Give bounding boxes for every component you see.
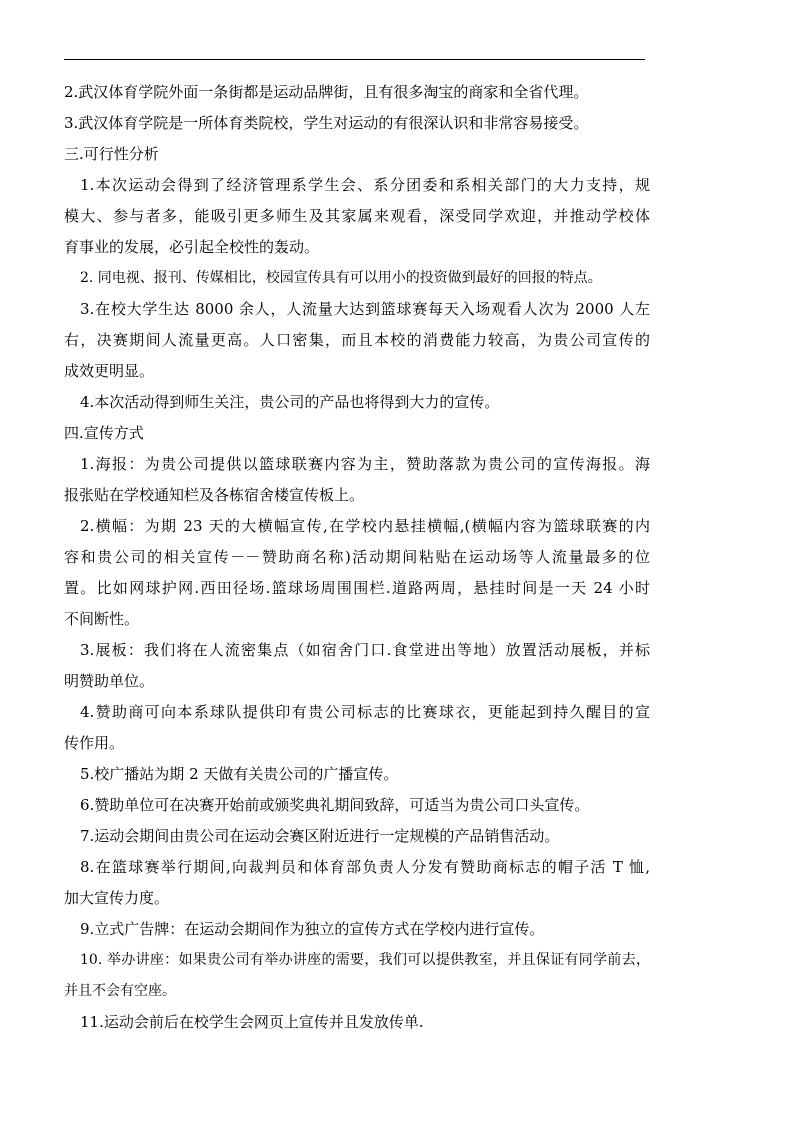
promotion-item-2-line-2: 容和贵公司的相关宣传－－赞助商名称)活动期间粘贴在运动场等人流量最多的位 bbox=[64, 548, 650, 566]
promotion-item-8-line-2: 加大宣传力度。 bbox=[64, 889, 170, 907]
promotion-item-9: 9.立式广告牌：在运动会期间作为独立的宣传方式在学校内进行宣传。 bbox=[80, 920, 545, 938]
promotion-item-11: 11.运动会前后在校学生会网页上宣传并且发放传单. bbox=[80, 1013, 424, 1031]
promotion-item-10-line-2: 并且不会有空座。 bbox=[64, 983, 176, 999]
promotion-item-10-line-1: 10. 举办讲座：如果贵公司有举办讲座的需要，我们可以提供教室，并且保证有同学前去， bbox=[80, 952, 650, 968]
paragraph-sports-college: 3.武汉体育学院是一所体育类院校，学生对运动的有很深认识和非常容易接受。 bbox=[64, 114, 589, 132]
feasibility-item-4: 4.本次活动得到师生关注，贵公司的产品也将得到大力的宣传。 bbox=[80, 393, 500, 411]
promotion-item-1-line-1: 1.海报：为贵公司提供以篮球联赛内容为主，赞助落款为贵公司的宣传海报。海 bbox=[80, 455, 650, 473]
feasibility-item-3-line-1: 3.在校大学生达 8000 余人，人流量大达到篮球赛每天入场观看人次为 2000 人左 bbox=[80, 300, 650, 318]
feasibility-item-1-line-3: 育事业的发展，必引起全校性的轰动。 bbox=[64, 238, 320, 256]
feasibility-item-3-line-2: 右，决赛期间人流量更高。人口密集，而且本校的消费能力较高，为贵公司宣传的 bbox=[64, 331, 650, 349]
promotion-item-8-line-1: 8.在篮球赛举行期间,向裁判员和体育部负责人分发有赞助商标志的帽子活 T 恤, bbox=[80, 858, 650, 876]
document-body bbox=[64, 77, 650, 1038]
promotion-item-1-line-2: 报张贴在学校通知栏及各栋宿舍楼宣传板上。 bbox=[64, 486, 365, 504]
promotion-item-2-line-3: 置。比如网球护网.西田径场.篮球场周围围栏.道路两周，悬挂时间是一天 24 小时 bbox=[64, 579, 650, 597]
promotion-item-2-line-4: 不间断性。 bbox=[64, 610, 140, 628]
feasibility-item-3-line-3: 成效更明显。 bbox=[64, 362, 155, 380]
header-rule bbox=[64, 59, 645, 60]
paragraph-brand-street: 2.武汉体育学院外面一条街都是运动品牌街，且有很多淘宝的商家和全省代理。 bbox=[64, 83, 589, 101]
feasibility-item-2: 2. 同电视、报刊、传媒相比，校园宣传具有可以用小的投资做到最好的回报的特点。 bbox=[80, 270, 602, 286]
promotion-item-4-line-1: 4.赞助商可向本系球队提供印有贵公司标志的比赛球衣，更能起到持久醒目的宣 bbox=[80, 703, 650, 721]
promotion-item-3-line-2: 明赞助单位。 bbox=[64, 672, 155, 690]
section-heading-promotion: 四.宣传方式 bbox=[64, 424, 144, 442]
section-heading-feasibility: 三.可行性分析 bbox=[64, 145, 159, 163]
feasibility-item-1-line-2: 模大、参与者多，能吸引更多师生及其家属来观看，深受同学欢迎，并推动学校体 bbox=[64, 207, 650, 225]
promotion-item-7: 7.运动会期间由贵公司在运动会赛区附近进行一定规模的产品销售活动。 bbox=[80, 827, 560, 845]
promotion-item-3-line-1: 3.展板：我们将在人流密集点（如宿舍门口.食堂进出等地）放置活动展板，并标 bbox=[80, 641, 650, 659]
promotion-item-2-line-1: 2.横幅：为期 23 天的大横幅宣传,在学校内悬挂横幅,(横幅内容为篮球联赛的内 bbox=[80, 517, 650, 535]
promotion-item-5: 5.校广播站为期 2 天做有关贵公司的广播宣传。 bbox=[80, 765, 399, 783]
promotion-item-4-line-2: 传作用。 bbox=[64, 734, 125, 752]
feasibility-item-1-line-1: 1.本次运动会得到了经济管理系学生会、系分团委和系相关部门的大力支持，规 bbox=[80, 176, 650, 194]
promotion-item-6: 6.赞助单位可在决赛开始前或颁奖典礼期间致辞，可适当为贵公司口头宣传。 bbox=[80, 796, 590, 814]
